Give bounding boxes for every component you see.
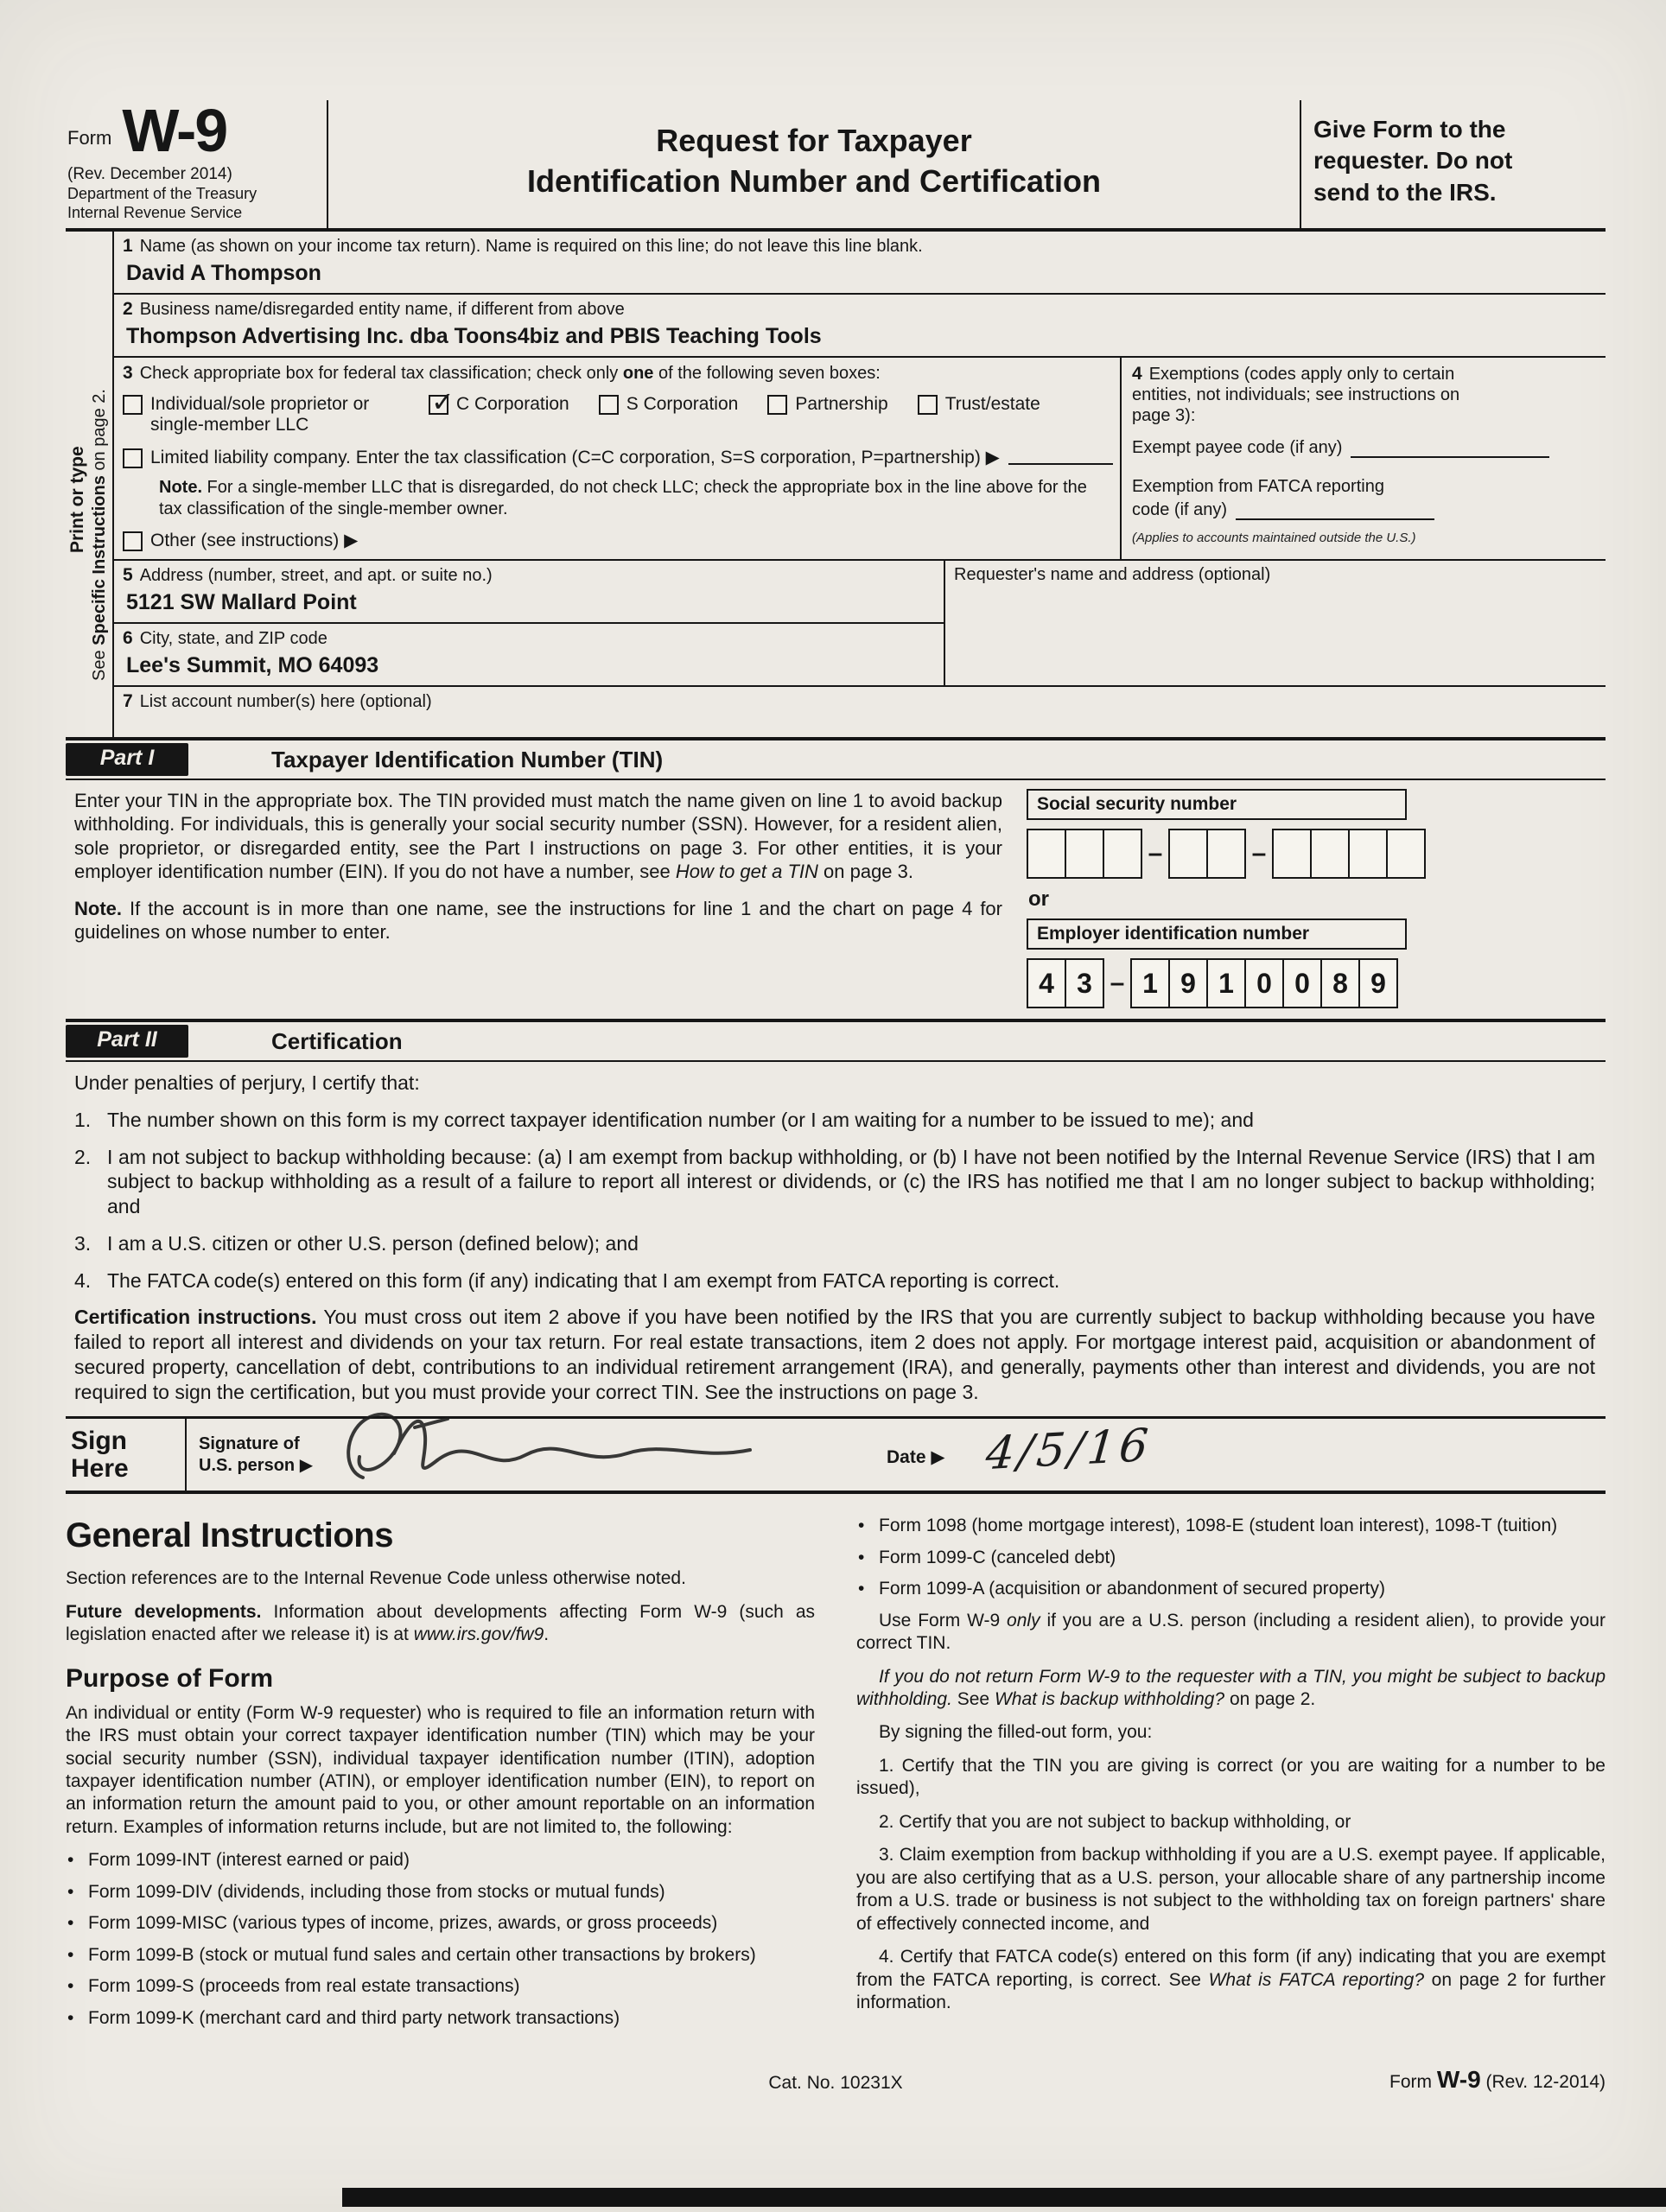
part1-header	[66, 737, 1606, 780]
checkbox-s-corporation[interactable]	[599, 395, 619, 415]
certification-instructions: Certification instructions. You must cross out item 2 above if you have been notified by the IRS that you are currently subject to backup withholding because you have failed to report all interest and dividends on your tax return. For real estate transactions, item 2 does not apply. For mortgage interest paid, acquisition or abandonment of secured property, cancellation of debt, contributions to an individual retirement arrangement (IRA), and generally, payments other than interest and dividends, you are not required to sign the certification, but you must provide your correct TIN. See the instructions on page 3.	[74, 1306, 1595, 1403]
purpose-of-form-heading: Purpose of Form	[66, 1663, 274, 1693]
checkbox-partnership[interactable]	[767, 395, 787, 415]
ssn-cell[interactable]	[1386, 829, 1426, 879]
name-value[interactable]: David A Thompson	[126, 260, 321, 285]
business-name-value[interactable]: Thompson Advertising Inc. dba Toons4biz and PBIS Teaching Tools	[126, 323, 822, 348]
certification-item: 3. I am a U.S. citizen or other U.S. person (defined below); and	[74, 1231, 639, 1255]
requester-box[interactable]: Requester's name and address (optional)	[944, 561, 1606, 685]
list-item: • Form 1099-A (acquisition or abandonment of secured property)	[858, 1579, 1385, 1599]
account-numbers-label: 7 List account number(s) here (optional)	[123, 691, 432, 711]
ein-cell[interactable]: 8	[1320, 958, 1360, 1008]
applies-note: (Applies to accounts maintained outside the U.S.)	[1132, 531, 1416, 546]
exempt-payee-line: Exempt payee code (if any)	[1132, 438, 1595, 458]
ssn-cell[interactable]	[1206, 829, 1246, 879]
instructions-right-column	[856, 1515, 1606, 2038]
date-label: Date ▶	[887, 1447, 945, 1468]
use-w9-paragraph: Use Form W-9 only if you are a U.S. person (including a resident alien), to provide your correct TIN.	[856, 1610, 1606, 1654]
form-header	[66, 97, 1606, 232]
ein-cell[interactable]: 0	[1282, 958, 1322, 1008]
list-item: • Form 1099-INT (interest earned or paid)	[67, 1850, 410, 1871]
or-label: or	[1028, 887, 1049, 911]
option-trust-estate: Trust/estate	[918, 394, 1040, 415]
fields-column	[112, 232, 1606, 738]
form-id-block	[66, 97, 327, 228]
ssn-cell[interactable]	[1103, 829, 1142, 879]
list-item: • Form 1099-S (proceeds from real estate transactions)	[67, 1976, 520, 1997]
list-item: • Form 1099-DIV (dividends, including those from stocks or mutual funds)	[67, 1881, 665, 1902]
page-footer	[66, 2064, 1606, 2102]
field-row-city	[114, 624, 944, 685]
ssn-label-box: Social security number	[1027, 789, 1407, 820]
field-row-classification	[114, 358, 1606, 561]
form-title	[327, 100, 1301, 228]
ssn-cell[interactable]	[1272, 829, 1312, 879]
checkbox-trust-estate[interactable]	[918, 395, 938, 415]
part1-paragraph: Enter your TIN in the appropriate box. The TIN provided must match the name given on line 1 to avoid backup withholding. For individuals, this is generally your social security number (SSN). However, for a resident alien, sole proprietor, or disregarded entity, see the Part I instructions on page 3. For other entities, it is your employer identification number (EIN). If you do not have a number, see How to get a TIN on page 3.	[74, 790, 1002, 882]
by-signing-item: 3. Claim exemption from backup withholding if you are a U.S. exempt payee. If applicable, you are also certifying that as a U.S. person, your allocable share of any partnership income from a U.S. trade or business is not subject to the withholding tax on foreign partners' share of effectively connected income, and	[856, 1845, 1606, 1934]
ein-cell[interactable]: 3	[1065, 958, 1104, 1008]
ein-cell[interactable]: 0	[1244, 958, 1284, 1008]
city-label: 6 City, state, and ZIP code	[123, 627, 327, 648]
section-references: Section references are to the Internal Revenue Code unless otherwise noted.	[66, 1568, 686, 1589]
field-row-business-name	[114, 295, 1606, 358]
exempt-payee-blank[interactable]	[1351, 442, 1549, 458]
ssn-cell[interactable]	[1027, 829, 1066, 879]
by-signing-item: 4. Certify that FATCA code(s) entered on this form (if any) indicating that you are exempt from the FATCA reporting, is correct. See What is FATCA reporting? on page 2 for further information.	[856, 1947, 1606, 2012]
part2-header	[66, 1019, 1606, 1062]
city-value[interactable]: Lee's Summit, MO 64093	[126, 653, 379, 677]
ein-cell[interactable]: 9	[1168, 958, 1208, 1008]
part2-content	[66, 1062, 1606, 1416]
option-other: Other (see instructions) ▶	[123, 531, 1113, 551]
list-item: • Form 1099-C (canceled debt)	[858, 1547, 1116, 1567]
scan-artifact-bar	[342, 2188, 1666, 2207]
fatca-code-blank[interactable]	[1236, 505, 1434, 520]
form-revision: (Rev. December 2014)	[67, 164, 232, 183]
give-form-note: Give Form to the requester. Do not send to the IRS.	[1313, 116, 1513, 206]
classification-area	[114, 358, 1120, 559]
ein-cell[interactable]: 4	[1027, 958, 1066, 1008]
classification-label: 3 Check appropriate box for federal tax classification; check only one of the following seven boxes:	[123, 362, 881, 383]
ein-label-box: Employer identification number	[1027, 918, 1407, 950]
ssn-dash: –	[1148, 839, 1163, 868]
address-column	[114, 561, 944, 685]
by-signing-item: 1. Certify that the TIN you are giving is correct (or you are waiting for a number to be issued),	[856, 1755, 1606, 1799]
option-c-corporation: ✓ C Corporation	[429, 394, 569, 415]
catalog-number: Cat. No. 10231X	[768, 2073, 903, 2094]
certification-item: 4. The FATCA code(s) entered on this form (if any) indicating that I am exempt from FATCA reporting is correct.	[74, 1268, 1060, 1292]
option-partnership: Partnership	[767, 394, 887, 415]
checkbox-other[interactable]	[123, 531, 143, 551]
tin-entry-area	[1009, 780, 1606, 1019]
certification-intro: Under penalties of perjury, I certify that:	[74, 1071, 420, 1094]
fatca-line-2: code (if any)	[1132, 500, 1595, 520]
checkmark-icon: ✓	[431, 386, 455, 418]
general-instructions-heading: General Instructions	[66, 1516, 393, 1555]
address-label: 5 Address (number, street, and apt. or suite no.)	[123, 564, 493, 585]
purpose-paragraph: An individual or entity (Form W-9 requester) who is required to file an information return with the IRS must obtain your correct taxpayer identification number (TIN) which may be your social security number (SSN), individual taxpayer identification number (ITIN), adoption taxpayer identification number (ATIN), or employer identification number (EIN), to report on an information return the amount paid to you, or other amount reportable on an information return. Examples of information returns include, but are not limited to, the following:	[66, 1702, 815, 1837]
part1-title: Taxpayer Identification Number (TIN)	[271, 746, 664, 772]
by-signing-item: 2. Certify that you are not subject to backup withholding, or	[879, 1811, 1351, 1832]
option-s-corporation: S Corporation	[599, 394, 739, 415]
field-row-address	[114, 561, 944, 624]
ein-cells	[1027, 958, 1602, 1008]
instructions-left-column	[66, 1515, 815, 2038]
fields-section	[66, 232, 1606, 738]
by-signing-intro: By signing the filled-out form, you:	[879, 1722, 1153, 1743]
ssn-cell[interactable]	[1310, 829, 1350, 879]
form-sheet	[66, 97, 1606, 2102]
part1-instructions	[66, 780, 1009, 1019]
no-return-paragraph: If you do not return Form W-9 to the requester with a TIN, you might be subject to backup withholding. See What is backup withholding? on page 2.	[856, 1666, 1606, 1709]
ein-dash: –	[1110, 969, 1125, 997]
address-value[interactable]: 5121 SW Mallard Point	[126, 589, 357, 614]
field-row-account-numbers[interactable]	[114, 687, 1606, 737]
part2-title: Certification	[271, 1027, 403, 1054]
ein-cell[interactable]: 1	[1206, 958, 1246, 1008]
ssn-cell[interactable]	[1168, 829, 1208, 879]
future-developments: Future developments. Information about developments affecting Form W-9 (such as legislation enacted after we release it) is at www.irs.gov/fw9.	[66, 1601, 816, 1645]
handwritten-signature[interactable]	[325, 1395, 792, 1507]
option-individual: Individual/sole proprietor or single-member LLC	[123, 394, 399, 435]
ssn-cell[interactable]	[1065, 829, 1104, 879]
list-item: • Form 1099-MISC (various types of income, prizes, awards, or gross proceeds)	[67, 1913, 718, 1934]
business-name-label: 2 Business name/disregarded entity name, if different from above	[123, 298, 625, 319]
single-member-llc-note: Note. For a single-member LLC that is disregarded, do not check LLC; check the appropriate box in the line above for the tax classification of the single-member owner.	[159, 478, 1087, 519]
certification-item: 1. The number shown on this form is my correct taxpayer identification number (or I am waiting for a number to be issued to me); and	[74, 1108, 1254, 1131]
checkbox-llc[interactable]	[123, 448, 143, 468]
ein-cell[interactable]: 9	[1358, 958, 1398, 1008]
part1-chip: Part I	[66, 743, 188, 776]
footer-form-id: Form W-9 (Rev. 12-2014)	[1389, 2066, 1606, 2094]
print-or-type-sidebar	[66, 232, 112, 738]
list-item: • Form 1099-K (merchant card and third party network transactions)	[67, 2007, 620, 2028]
signature-of-label: Signature of U.S. person ▶	[199, 1433, 314, 1475]
part1-note: Note. If the account is in more than one name, see the instructions for line 1 and the chart on page 4 for guidelines on whose number to enter.	[74, 898, 1002, 944]
form-number: W-9	[122, 97, 227, 164]
exemptions-label: 4 Exemptions (codes apply only to certain entities, not individuals; see instructions on page 3):	[1132, 363, 1460, 426]
option-llc: Limited liability company. Enter the tax classification (C=C corporation, S=S corporation, P=partnership) ▶	[123, 448, 1113, 468]
ssn-cells	[1027, 829, 1602, 879]
certification-item: 2. I am not subject to backup withholding because: (a) I am exempt from backup withholding, or (b) I have not been notified by the Internal Revenue Service (IRS) that I am subject to backup withholding as a result of a failure to report all interest or dividends, or (c) the IRS has notified me that I am no longer subject to backup withholding; and	[74, 1145, 1595, 1217]
ssn-dash: –	[1251, 839, 1267, 868]
form-word-label: Form	[67, 126, 112, 149]
classification-options-row	[123, 386, 1113, 435]
fatca-line-1: Exemption from FATCA reporting	[1132, 477, 1384, 497]
name-label: 1 Name (as shown on your income tax return). Name is required on this line; do not leave this line blank.	[123, 235, 923, 256]
llc-classification-blank[interactable]	[1008, 448, 1113, 465]
general-instructions-section	[66, 1515, 1606, 2038]
list-item: • Form 1099-B (stock or mutual fund sales and certain other transactions by brokers)	[67, 1944, 756, 1965]
part1-content	[66, 780, 1606, 1019]
sign-here-label: Sign Here	[71, 1427, 129, 1483]
address-requester-section	[114, 561, 1606, 687]
ein-cell[interactable]: 1	[1130, 958, 1170, 1008]
handwritten-date[interactable]: 4/5/16	[983, 1420, 1154, 1481]
list-item: • Form 1098 (home mortgage interest), 1098-E (student loan interest), 1098-T (tuition)	[858, 1516, 1558, 1536]
signature-section	[66, 1416, 1606, 1494]
see-instructions-label: See Specific Instructions on page 2.	[90, 388, 109, 681]
exemptions-box	[1120, 358, 1606, 559]
part2-chip: Part II	[66, 1025, 188, 1058]
field-row-name	[114, 232, 1606, 295]
print-or-type-label: Print or type	[67, 445, 87, 553]
service-line: Internal Revenue Service	[67, 204, 243, 221]
form-title-line2: Identification Number and Certification	[526, 162, 1102, 199]
department-line: Department of the Treasury	[67, 184, 258, 202]
checkbox-c-corporation[interactable]	[429, 386, 455, 418]
ssn-cell[interactable]	[1348, 829, 1388, 879]
checkbox-individual[interactable]	[123, 395, 143, 415]
form-title-line1: Request for Taxpayer	[656, 123, 972, 158]
